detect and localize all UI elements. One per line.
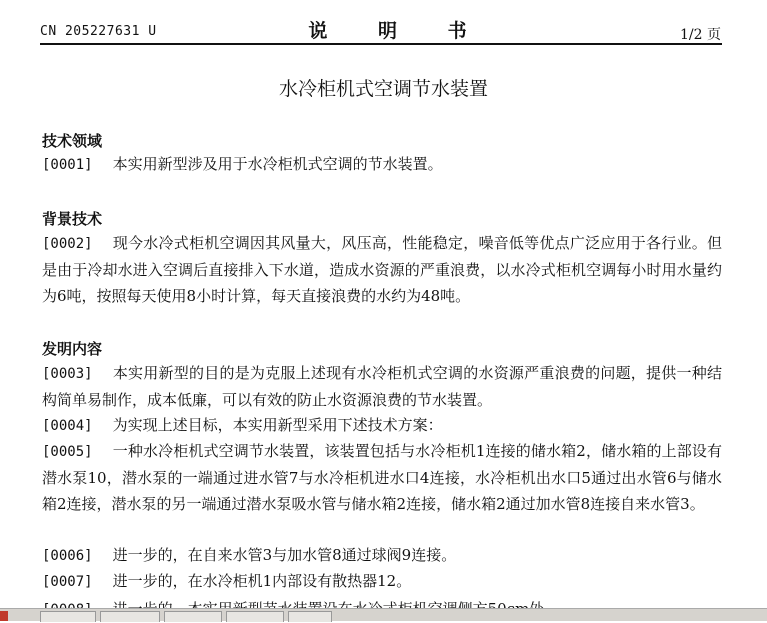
paragraph-number: [0003] <box>42 366 93 382</box>
paragraph-number: [0005] <box>42 444 93 460</box>
paragraph-0008 <box>42 596 722 608</box>
paragraph-text: 现今水冷式柜机空调因其风量大，风压高，性能稳定，噪音低等优点广泛应用于各行业。但是由于冷却水进入空调后直接排入下水道，造成水资源的严重浪费，以水冷式柜机空调每小时用水量约为6吨，按照每天使用8小时计算，每天直接浪费的水约为48吨。 <box>42 234 722 305</box>
taskbar-button[interactable] <box>40 611 96 622</box>
page-indicator: 1/2 页 <box>680 27 721 43</box>
taskbar-button[interactable] <box>164 611 222 622</box>
taskbar <box>0 608 767 621</box>
paragraph-number: [0006] <box>42 548 93 564</box>
paragraph-text: 一种水冷柜机式空调节水装置，该装置包括与水冷柜机1连接的储水箱2，储水箱的上部设有潜水泵10，潜水泵的一端通过进水管7与水冷柜机进水口4连接，水冷柜机出水口5通过出水管6与储水箱2连接，潜水泵的另一端通过潜水泵吸水管与储水箱2连接，储水箱2通过加水管8连接自来水管3。 <box>42 442 722 513</box>
paragraph-number: [0007] <box>42 574 93 590</box>
paragraph-0007 <box>42 568 722 595</box>
section-background: 背景技术 <box>42 210 103 228</box>
paragraph-0005 <box>42 438 722 517</box>
paragraph-number: [0002] <box>42 236 93 252</box>
paragraph-0003 <box>42 360 722 413</box>
document-title: 水冷柜机式空调节水装置 <box>278 78 488 100</box>
paragraph-number: [0004] <box>42 418 93 434</box>
paragraph-text: 本实用新型涉及用于水冷柜机式空调的节水装置。 <box>112 155 443 173</box>
section-tech-field: 技术领域 <box>42 132 103 150</box>
paragraph-0004 <box>42 412 722 439</box>
paragraph-text: 进一步的，在自来水管3与加水管8通过球阀9连接。 <box>112 546 457 564</box>
header-rule <box>40 43 722 45</box>
section-invention: 发明内容 <box>42 340 103 358</box>
publication-number: CN 205227631 U <box>40 24 157 39</box>
paragraph-0002 <box>42 230 722 309</box>
paragraph-number: [0001] <box>42 157 93 173</box>
start-button[interactable] <box>0 611 8 621</box>
paragraph-0001 <box>42 151 722 178</box>
paragraph-0006 <box>42 542 722 569</box>
taskbar-button[interactable] <box>226 611 284 622</box>
paragraph-text: 为实现上述目标，本实用新型采用下述技术方案： <box>112 416 443 434</box>
taskbar-button[interactable] <box>288 611 332 622</box>
paragraph-text: 进一步的，在水冷柜机1内部设有散热器12。 <box>112 572 412 590</box>
document-type: 说 明 书 <box>308 20 489 42</box>
taskbar-button[interactable] <box>100 611 160 622</box>
paragraph-text: 本实用新型的目的是为克服上述现有水冷柜机式空调的水资源严重浪费的问题，提供一种结构简单易制作，成本低廉，可以有效的防止水资源浪费的节水装置。 <box>42 364 722 409</box>
